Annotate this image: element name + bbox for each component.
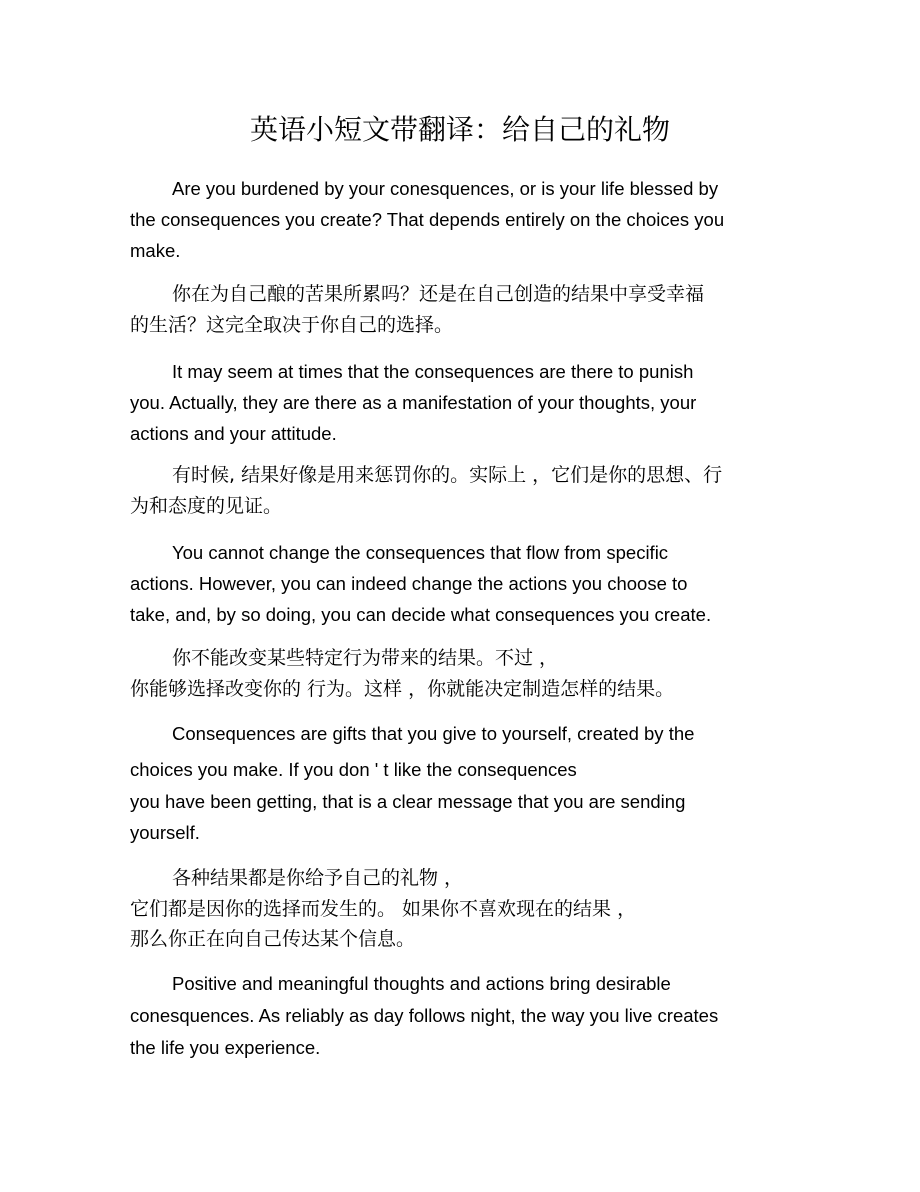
paragraph-9-line-2: conesquences. As reliably as day follows night, the way you live creates [130,1005,719,1026]
paragraph-6-line-1: 你不能改变某些特定行为带来的结果。不过 ， [172,647,559,669]
paragraph-3-line-3: actions and your attitude. [130,423,337,444]
paragraph-7-line-1: Consequences are gifts that you give to yourself, created by the [172,723,695,744]
paragraph-1-line-1: Are you burdened by your conesquences, or is your life blessed by [172,178,719,199]
paragraph-1-line-3: make. [130,240,181,261]
paragraph-7-line-4: yourself. [130,822,200,843]
paragraph-5-line-2: actions. However, you can indeed change the actions you choose to [130,573,688,594]
paragraph-9-line-1: Positive and meaningful thoughts and actions bring desirable [172,973,671,994]
paragraph-3-line-1: It may seem at times that the consequences are there to punish [172,361,694,382]
paragraph-7-line-3: you have been getting, that is a clear message that you are sending [130,791,686,812]
page-title: 英语小短文带翻译：给自己的礼物 [249,113,670,146]
paragraph-4-line-2: 为和态度的见证。 [130,495,283,517]
paragraph-8-line-1: 各种结果都是你给予自己的礼物 ， [172,867,464,889]
paragraph-9-line-3: the life you experience. [130,1037,321,1058]
paragraph-6-line-2: 你能够选择改变你的 行为。这样 ，你就能决定制造怎样的结果。 [130,678,675,700]
paragraph-4-line-1: 有时候, 结果好像是用来惩罚你的。实际上 ，它们是你的思想、行 [172,464,723,486]
paragraph-1-line-2: the consequences you create? That depends entirely on the choices you [130,209,725,230]
paragraph-8-line-2: 它们都是因你的选择而发生的。 如果你不喜欢现在的结果 ， [130,898,637,920]
paragraph-3-line-2: you. Actually, they are there as a manifestation of your thoughts, your [130,392,697,413]
paragraph-5-line-3: take, and, by so doing, you can decide what consequences you create. [130,604,712,625]
paragraph-2-line-1: 你在为自己酿的苦果所累吗？还是在自己创造的结果中享受幸福 [172,283,705,305]
paragraph-8-line-3: 那么你正在向自己传达某个信息。 [130,928,416,950]
paragraph-5-line-1: You cannot change the consequences that flow from specific [172,542,669,563]
paragraph-2-line-2: 的生活？这完全取决于你自己的选择。 [130,314,454,336]
paragraph-7-line-2: choices you make. If you don ' t like the consequences [130,759,577,780]
